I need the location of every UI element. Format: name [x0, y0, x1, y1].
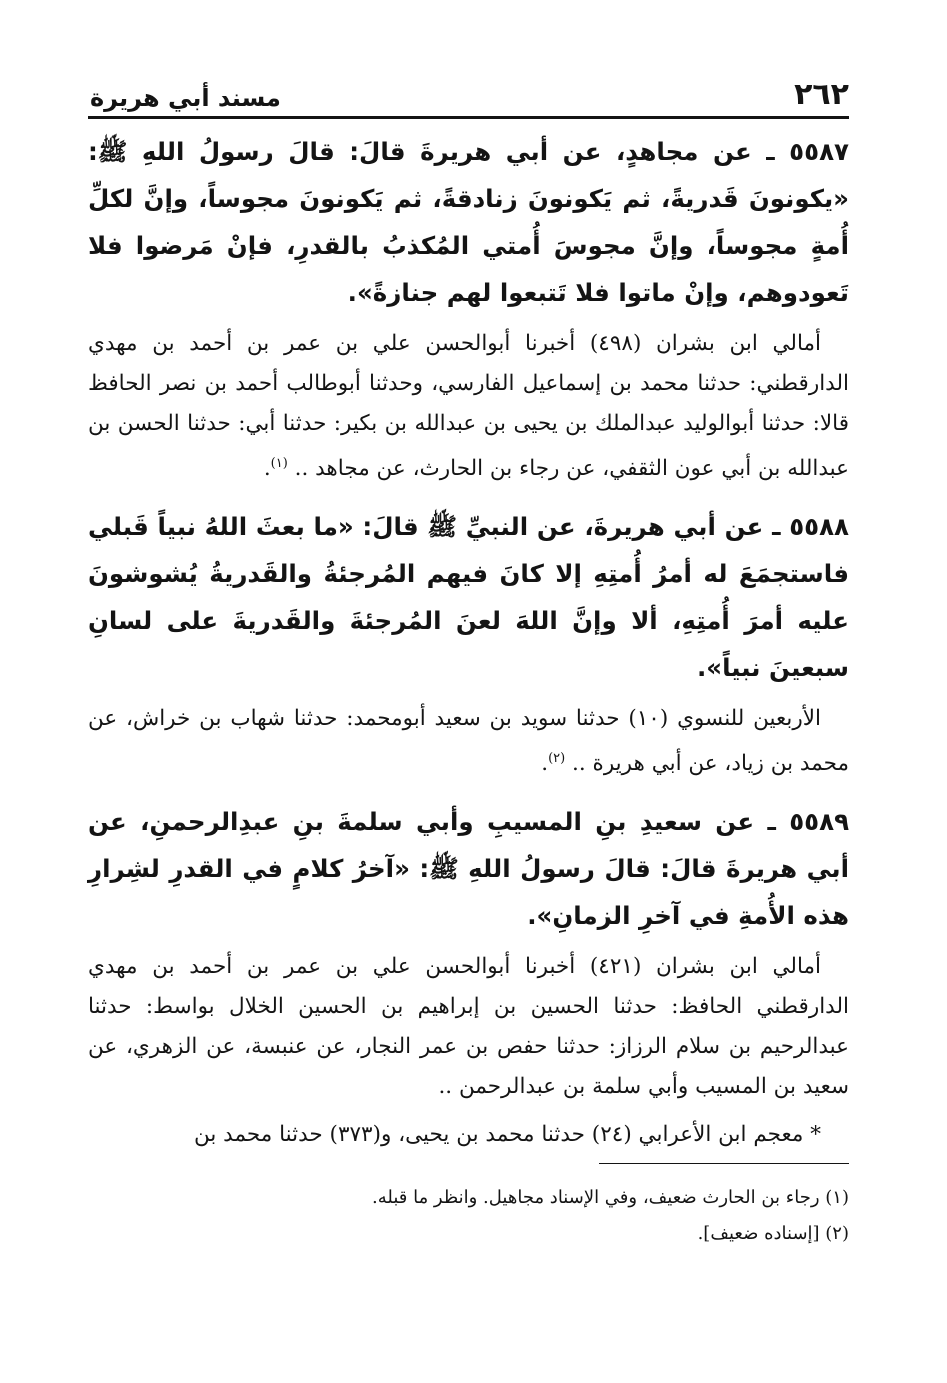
hadith-text: ٥٥٨٨ ـ عن أبي هريرةَ، عن النبيِّ ﷺ قالَ: «ما بعثَ اللهُ نبياً قَبلي فاستجمَعَ له أمرُ أُمتِهِ إلا كانَ فيهم المُرجئةُ والقَدريةُ يُشوشونَ عليه أمرَ أُمتِهِ، ألا وإنَّ اللهَ لعنَ المُرجئةَ والقَدريةَ على لسانِ سبعينَ نبياً».	[88, 512, 850, 683]
main-text	[88, 128, 849, 1155]
footnote-ref: (١)	[270, 456, 288, 471]
hadith-text: ٥٥٨٩ ـ عن سعيدِ بنِ المسيبِ وأبي سلمةَ بنِ عبدِالرحمنِ، عن أبي هريرةَ قالَ: قالَ رسولُ اللهِ ﷺ: «آخرُ كلامٍ في القدرِ لشِرارِ هذه الأُمةِ في آخرِ الزمانِ».	[88, 807, 850, 931]
footnote: (٢) [إسناده ضعيف].	[697, 1223, 849, 1244]
hadith-number: ٥٥٨٨	[789, 512, 850, 542]
source-citation: أمالي ابن بشران (٤٩٨) أخبرنا أبوالحسن علي بن عمر بن أحمد بن مهدي الدارقطني: حدثنا محمد بن إسماعيل الفارسي، وحدثنا أبوطالب أحمد بن نصر الحافظ قالا: حدثنا أبوالوليد عبدالملك بن يحيى بن عبدالله بن بكير: حدثنا أبي: حدثنا الحسن بن عبدالله بن أبي عون الثقفي، عن رجاء بن الحارث، عن مجاهد .. $^{(١)}$.	[88, 331, 849, 482]
footnote: (١) رجاء بن الحارث ضعيف، وفي الإسناد مجاهيل. وانظر ما قبله.	[372, 1187, 849, 1208]
footnote-separator	[599, 1163, 849, 1164]
source-text: أمالي ابن بشران (٤٢١) أخبرنا أبوالحسن علي بن عمر بن أحمد بن مهدي الدارقطني الحافظ: حدثنا الحسين بن إبراهيم بن الحسين الخلال بواسط: حدثنا عبدالرحيم بن سلام الرزاز: حدثنا حفص بن عمر النجار، عن عنبسة، عن الزهري، عن سعيد بن المسيب وأبي سلمة بن عبدالرحمن ..	[88, 954, 849, 1100]
hadith-entry	[88, 503, 849, 784]
source-text: * معجم ابن الأعرابي (٢٤) حدثنا محمد بن يحيى، و(٣٧٣) حدثنا محمد بن	[193, 1122, 821, 1148]
footnotes	[88, 1180, 849, 1252]
source-text: أمالي ابن بشران (٤٩٨) أخبرنا أبوالحسن علي بن عمر بن أحمد بن مهدي الدارقطني: حدثنا محمد بن إسماعيل الفارسي، وحدثنا أبوطالب أحمد بن نصر الحافظ قالا: حدثنا أبوالوليد عبدالملك بن يحيى بن عبدالله بن بكير: حدثنا أبي: حدثنا الحسن بن عبدالله بن أبي عون الثقفي، عن رجاء بن الحارث، عن مجاهد ..	[88, 331, 849, 482]
source-citation	[88, 947, 849, 1107]
source-citation-second	[88, 1115, 849, 1155]
hadith-entry	[88, 128, 849, 489]
hadith-body: عن أبي هريرةَ، عن النبيِّ ﷺ قالَ: «ما بعثَ اللهُ نبياً قَبلي فاستجمَعَ له أمرُ أُمتِهِ إلا كانَ فيهم المُرجئةُ والقَدريةُ يُشوشونَ عليه أمرَ أُمتِهِ، ألا وإنَّ اللهَ لعنَ المُرجئةَ والقَدريةَ على لسانِ سبعينَ نبياً».	[88, 512, 849, 683]
header-rule	[88, 116, 849, 119]
hadith-body: عن سعيدِ بنِ المسيبِ وأبي سلمةَ بنِ عبدِالرحمنِ، عن أبي هريرةَ قالَ: قالَ رسولُ اللهِ ﷺ: «آخرُ كلامٍ في القدرِ لشِرارِ هذه الأُمةِ في آخرِ الزمانِ».	[88, 807, 849, 931]
hadith-number: ٥٥٨٧	[789, 137, 849, 166]
source-citation: الأربعين للنسوي (١٠) حدثنا سويد بن سعيد أبومحمد: حدثنا شهاب بن خراش، عن محمد بن زياد، عن أبي هريرة .. $^{(٢)}$.	[88, 706, 849, 777]
hadith-entry	[88, 798, 849, 1155]
page-header	[90, 62, 849, 112]
source-text: الأربعين للنسوي (١٠) حدثنا سويد بن سعيد أبومحمد: حدثنا شهاب بن خراش، عن محمد بن زياد، عن أبي هريرة ..	[88, 706, 849, 777]
running-title: مسند أبي هريرة	[90, 84, 281, 112]
hadith-body: عن مجاهدٍ، عن أبي هريرةَ قالَ: قالَ رسولُ اللهِ ﷺ: «يكونونَ قَدريةً، ثم يَكونونَ زنادقةً، ثم يَكونونَ مجوساً، وإنَّ لكلِّ أُمةٍ مجوساً، وإنَّ مجوسَ أُمتي المُكذبُ بالقدرِ، فإنْ مَرضوا فلا تَعودوهم، وإنْ ماتوا فلا تَتبعوا لهم جنازةً».	[88, 137, 849, 307]
page-number: ٢٦٢	[794, 77, 849, 112]
hadith-text: ٥٥٨٧ ـ عن مجاهدٍ، عن أبي هريرةَ قالَ: قالَ رسولُ اللهِ ﷺ: «يكونونَ قَدريةً، ثم يَكونونَ زنادقةً، ثم يَكونونَ مجوساً، وإنَّ لكلِّ أُمةٍ مجوساً، وإنَّ مجوسَ أُمتي المُكذبُ بالقدرِ، فإنْ مَرضوا فلا تَعودوهم، وإنْ ماتوا فلا تَتبعوا لهم جنازةً».	[88, 137, 849, 307]
footnote-ref: (٢)	[548, 751, 566, 767]
hadith-number: ٥٥٨٩	[789, 807, 850, 837]
